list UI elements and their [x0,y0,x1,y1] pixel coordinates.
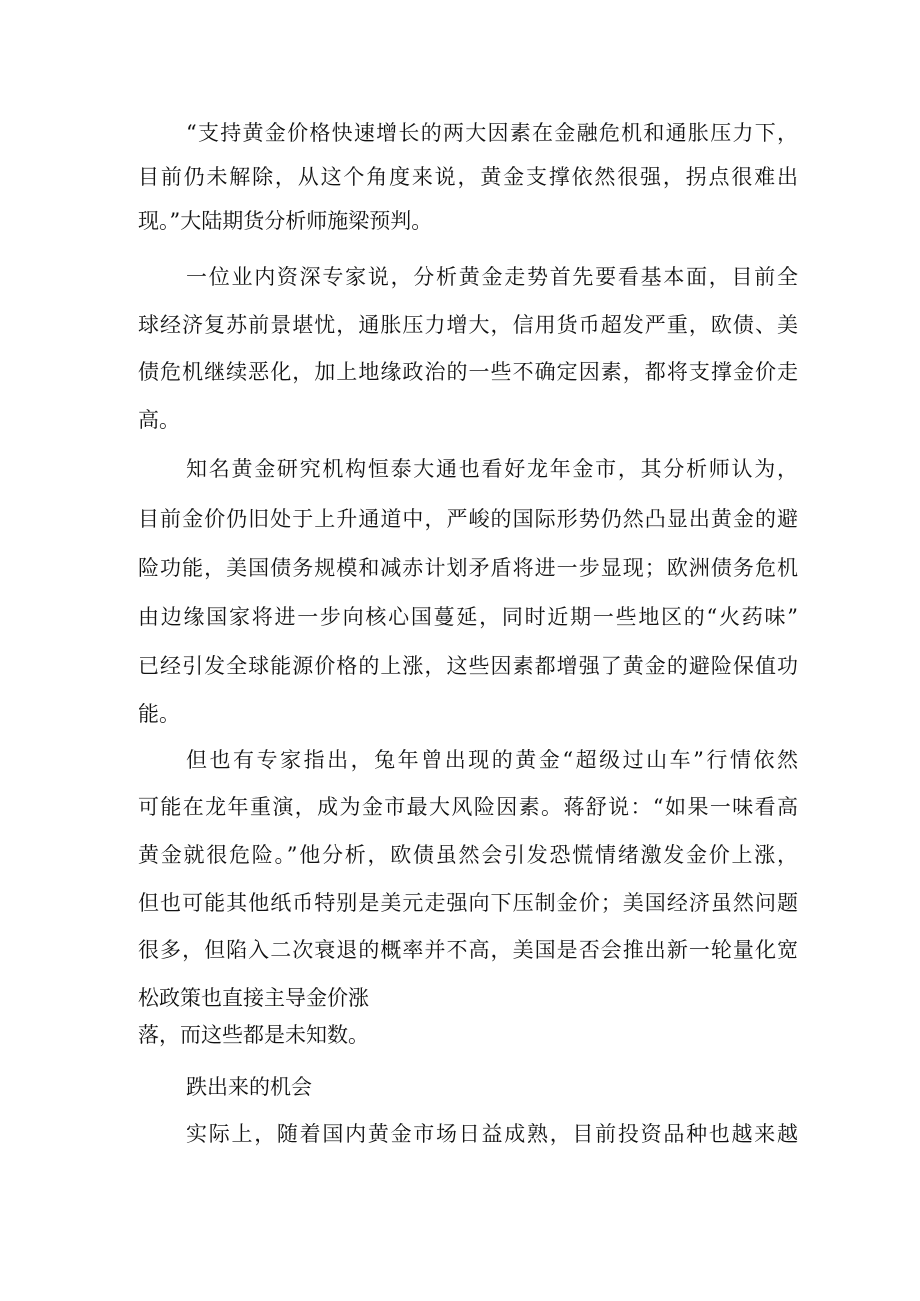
paragraph-1-line-3: 现。”大陆期货分析师施梁预判。 [138,209,433,233]
section-heading: 跌出来的机会 [186,1075,312,1099]
paragraph-3-line-5: 已经引发全球能源价格的上涨，这些因素都增强了黄金的避险保值功 [138,654,798,678]
paragraph-2-line-4: 高。 [138,408,180,432]
final-paragraph-line-1: 实际上，随着国内黄金市场日益成熟，目前投资品种也越来越 [186,1122,798,1146]
paragraph-1-line-2: 目前仍未解除，从这个角度来说，黄金支撑依然很强，拐点很难出 [138,165,798,189]
paragraph-4-line-6: 松政策也直接主导金价涨 [138,986,369,1010]
paragraph-4-line-2: 可能在龙年重演，成为金市最大风险因素。蒋舒说：“如果一味看高 [138,795,798,819]
paragraph-3-line-1: 知名黄金研究机构恒泰大通也看好龙年金市，其分析师认为， [186,457,798,481]
paragraph-4-line-5: 很多，但陷入二次衰退的概率并不高，美国是否会推出新一轮量化宽 [138,938,798,962]
paragraph-4-line-4: 但也可能其他纸币特别是美元走强向下压制金价；美国经济虽然问题 [138,891,798,915]
paragraph-3-line-3: 险功能，美国债务规模和减赤计划矛盾将进一步显现；欧洲债务危机 [138,556,798,580]
paragraph-1-line-1: “支持黄金价格快速增长的两大因素在金融危机和通胀压力下， [186,121,798,145]
paragraph-2-line-3: 债危机继续恶化，加上地缘政治的一些不确定因素，都将支撑金价走 [138,360,798,384]
paragraph-4-line-3: 黄金就很危险。”他分析，欧债虽然会引发恐慌情绪激发金价上涨， [138,843,798,867]
paragraph-3-line-6: 能。 [138,702,180,726]
paragraph-3-line-2: 目前金价仍旧处于上升通道中，严峻的国际形势仍然凸显出黄金的避 [138,507,798,531]
paragraph-4-line-7: 落，而这些都是未知数。 [138,1023,369,1047]
paragraph-2-line-1: 一位业内资深专家说，分析黄金走势首先要看基本面，目前全 [186,265,798,289]
paragraph-4-line-1: 但也有专家指出，兔年曾出现的黄金“超级过山车”行情依然 [186,748,798,772]
paragraph-2-line-2: 球经济复苏前景堪忧，通胀压力增大，信用货币超发严重，欧债、美 [138,313,798,337]
paragraph-3-line-4: 由边缘国家将进一步向核心国蔓延，同时近期一些地区的“火药味” [138,605,798,629]
